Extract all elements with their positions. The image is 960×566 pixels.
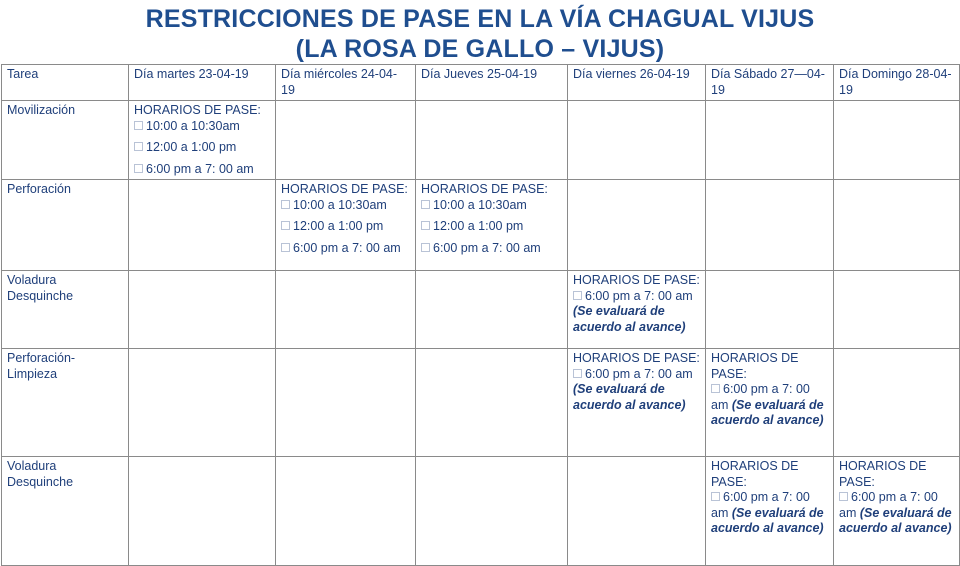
empty-cell xyxy=(568,457,706,566)
schedule-cell xyxy=(129,101,276,180)
empty-cell xyxy=(416,101,568,180)
table-row xyxy=(2,180,960,271)
task-cell: Perforación xyxy=(2,180,129,271)
table-row xyxy=(2,457,960,566)
empty-cell xyxy=(129,457,276,566)
header-jueves: Día Jueves 25-04-19 xyxy=(416,65,568,101)
empty-cell xyxy=(416,457,568,566)
time-slot: 12:00 a 1:00 pm xyxy=(433,219,524,233)
schedule-label: HORARIOS DE PASE: xyxy=(573,351,700,365)
time-slot: 6:00 pm a 7: 00 am xyxy=(711,490,810,520)
empty-cell xyxy=(416,349,568,457)
checkbox-icon xyxy=(281,221,290,230)
checkbox-icon xyxy=(711,492,720,501)
checkbox-icon xyxy=(134,142,143,151)
task-cell: Voladura Desquinche xyxy=(2,457,129,566)
table-row xyxy=(2,271,960,349)
evaluation-note: (Se evaluará de acuerdo al avance) xyxy=(839,505,952,535)
evaluation-note: (Se evaluará de acuerdo al avance) xyxy=(711,505,824,535)
time-slot: 12:00 a 1:00 pm xyxy=(293,219,384,233)
checkbox-icon xyxy=(839,492,848,501)
schedule-cell xyxy=(834,457,960,566)
task-cell: Movilización xyxy=(2,101,129,180)
schedule-label: HORARIOS DE PASE: xyxy=(421,182,548,196)
empty-cell xyxy=(276,101,416,180)
empty-cell xyxy=(129,271,276,349)
schedule-label: HORARIOS DE PASE: xyxy=(711,459,799,489)
time-slot: 6:00 pm a 7: 00 am xyxy=(711,382,810,412)
empty-cell xyxy=(129,180,276,271)
time-slot: 6:00 pm a 7: 00 am xyxy=(293,240,401,255)
task-cell: Voladura Desquinche xyxy=(2,271,129,349)
header-tarea: Tarea xyxy=(2,65,129,101)
schedule-label: HORARIOS DE PASE: xyxy=(134,103,261,117)
evaluation-note: (Se evaluará de acuerdo al avance) xyxy=(573,382,686,412)
empty-cell xyxy=(834,271,960,349)
empty-cell xyxy=(129,349,276,457)
empty-cell xyxy=(568,180,706,271)
checkbox-icon xyxy=(421,243,430,252)
empty-cell xyxy=(706,180,834,271)
header-miercoles: Día miércoles 24-04-19 xyxy=(276,65,416,101)
checkbox-icon xyxy=(573,369,582,378)
title-line-1: RESTRICCIONES DE PASE EN LA VÍA CHAGUAL VIJUS xyxy=(145,5,815,33)
table-row xyxy=(2,349,960,457)
empty-cell xyxy=(568,101,706,180)
schedule-cell xyxy=(416,180,568,271)
header-sabado: Día Sábado 27—04-19 xyxy=(706,65,834,101)
schedule-cell xyxy=(706,457,834,566)
checkbox-icon xyxy=(421,200,430,209)
time-slot: 12:00 a 1:00 pm xyxy=(146,140,237,154)
header-martes: Día martes 23-04-19 xyxy=(129,65,276,101)
checkbox-icon xyxy=(281,243,290,252)
schedule-label: HORARIOS DE PASE: xyxy=(281,182,408,196)
task-cell: Perforación-Limpieza xyxy=(2,349,129,457)
schedule-label: HORARIOS DE PASE: xyxy=(573,273,700,287)
empty-cell xyxy=(416,271,568,349)
time-slot: 10:00 a 10:30am xyxy=(146,118,240,133)
empty-cell xyxy=(276,271,416,349)
time-slot: 10:00 a 10:30am xyxy=(293,197,387,212)
time-slot: 6:00 pm a 7: 00 am xyxy=(433,240,541,255)
empty-cell xyxy=(834,349,960,457)
checkbox-icon xyxy=(711,384,720,393)
time-slot: 6:00 pm a 7: 00 am xyxy=(585,366,693,381)
checkbox-icon xyxy=(281,200,290,209)
empty-cell xyxy=(706,271,834,349)
table-row xyxy=(2,101,960,180)
checkbox-icon xyxy=(134,121,143,130)
time-slot: 6:00 pm a 7: 00 am xyxy=(839,490,938,520)
checkbox-icon xyxy=(421,221,430,230)
schedule-label: HORARIOS DE PASE: xyxy=(711,351,799,381)
empty-cell xyxy=(276,457,416,566)
header-viernes: Día viernes 26-04-19 xyxy=(568,65,706,101)
time-slot: 6:00 pm a 7: 00 am xyxy=(585,288,693,303)
document-title xyxy=(0,4,960,64)
header-row xyxy=(2,65,960,101)
schedule-cell xyxy=(276,180,416,271)
empty-cell xyxy=(706,101,834,180)
time-slot: 6:00 pm a 7: 00 am xyxy=(146,161,254,176)
schedule-cell xyxy=(568,271,706,349)
title-line-2: (LA ROSA DE GALLO – VIJUS) xyxy=(295,35,665,63)
empty-cell xyxy=(276,349,416,457)
schedule-cell xyxy=(568,349,706,457)
empty-cell xyxy=(834,101,960,180)
checkbox-icon xyxy=(573,291,582,300)
time-slot: 10:00 a 10:30am xyxy=(433,197,527,212)
empty-cell xyxy=(834,180,960,271)
schedule-label: HORARIOS DE PASE: xyxy=(839,459,927,489)
header-domingo: Día Domingo 28-04-19 xyxy=(834,65,960,101)
evaluation-note: (Se evaluará de acuerdo al avance) xyxy=(711,397,824,427)
schedule-cell xyxy=(706,349,834,457)
evaluation-note: (Se evaluará de acuerdo al avance) xyxy=(573,304,686,334)
checkbox-icon xyxy=(134,164,143,173)
restrictions-table xyxy=(1,64,960,566)
